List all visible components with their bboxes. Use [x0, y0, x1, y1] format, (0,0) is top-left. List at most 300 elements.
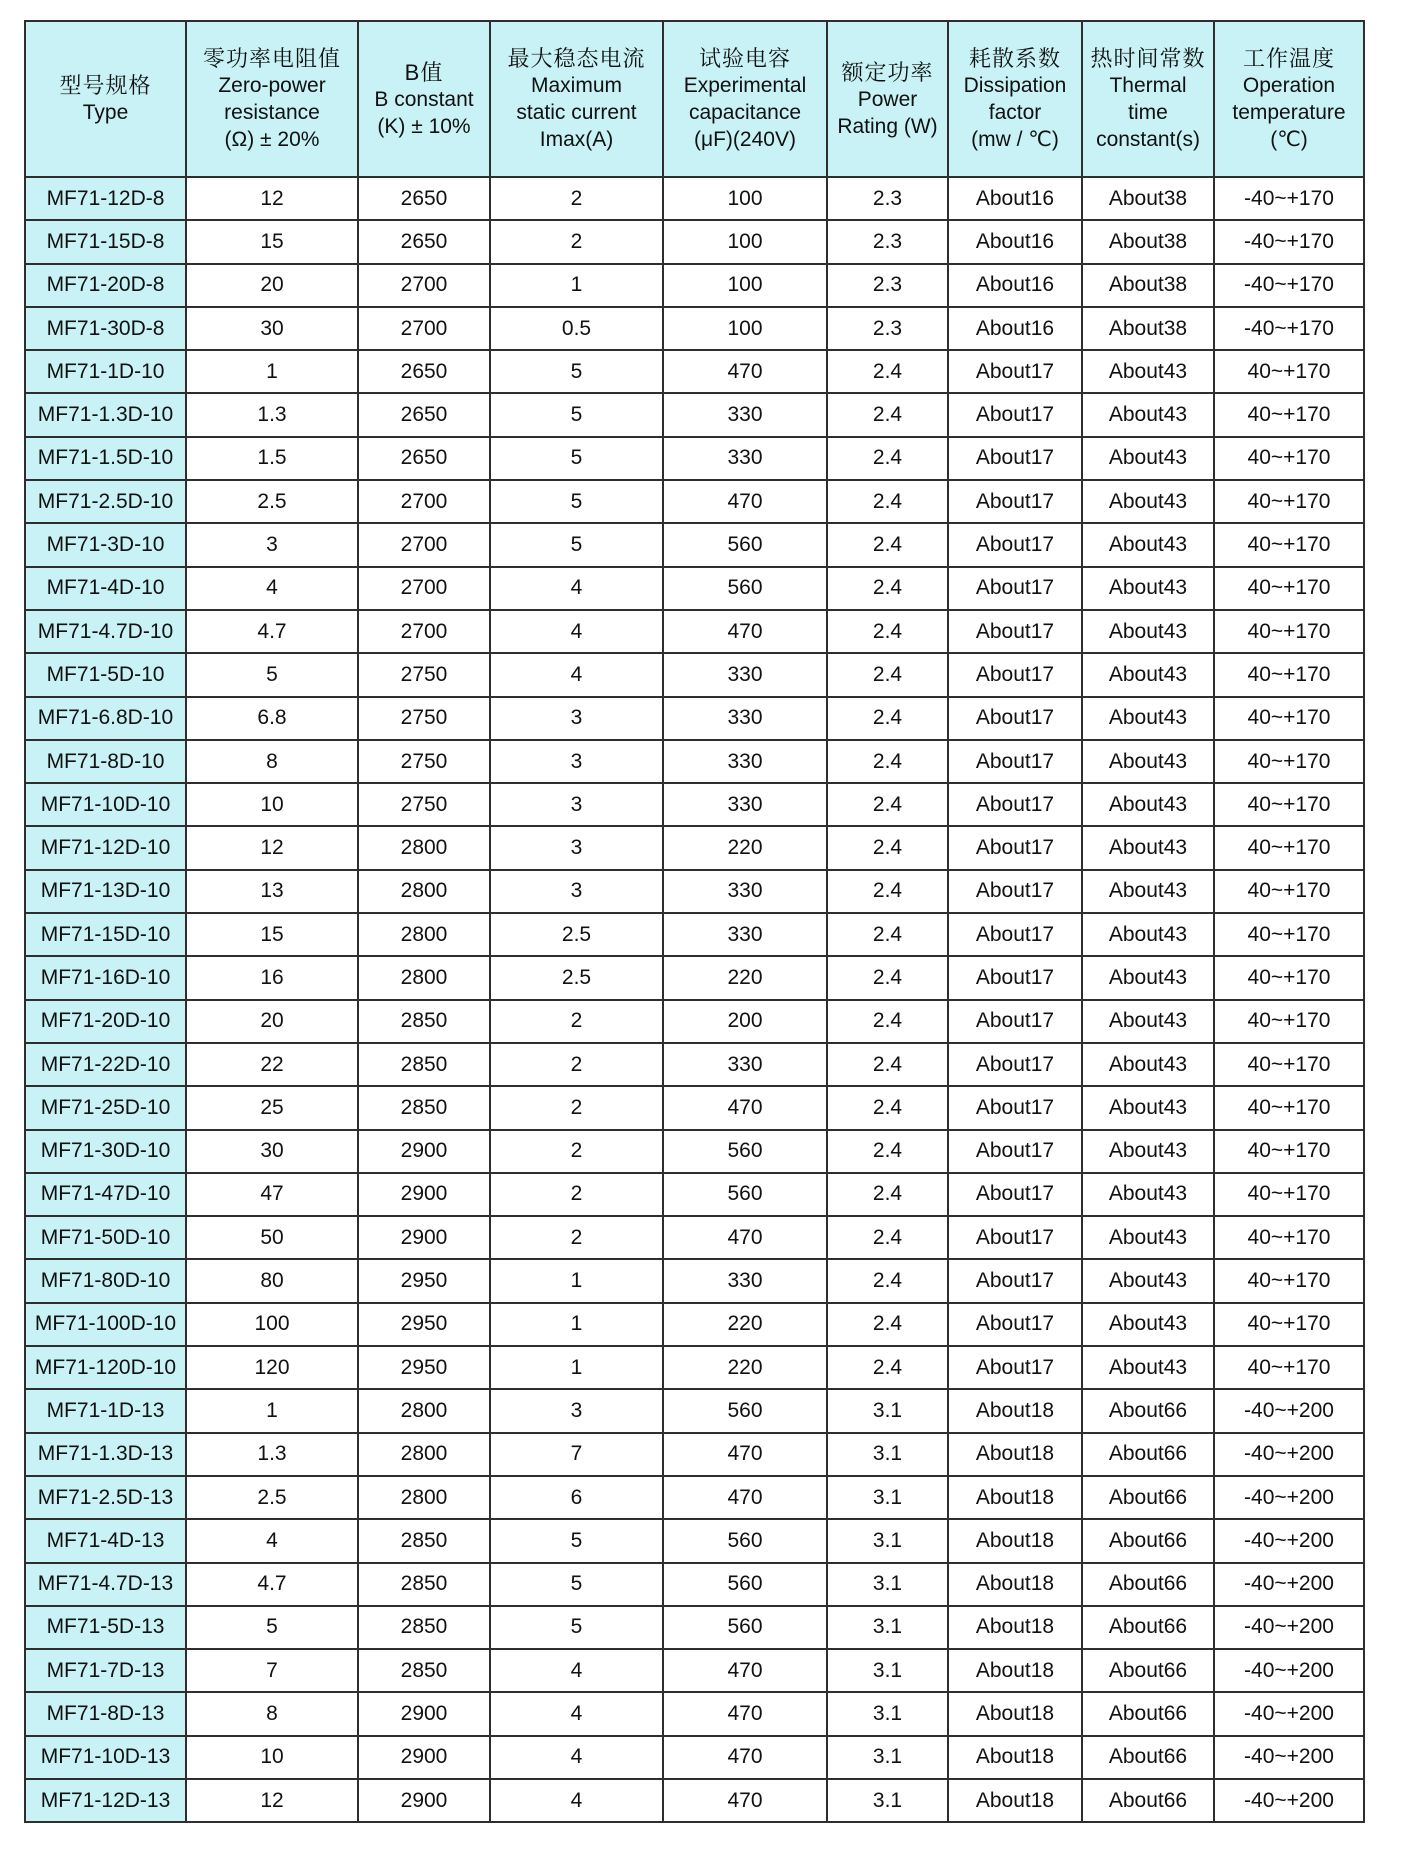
value-cell-thermal-time-constant: About43 [1082, 523, 1214, 566]
value-cell-thermal-time-constant: About43 [1082, 393, 1214, 436]
value-cell-thermal-time-constant: About38 [1082, 177, 1214, 220]
value-cell-power-rating: 2.4 [827, 870, 948, 913]
table-row [25, 826, 1364, 869]
value-cell-dissipation-factor: About17 [948, 870, 1082, 913]
value-cell-experimental-capacitance: 220 [663, 1346, 827, 1389]
value-cell-b-constant: 2800 [358, 956, 490, 999]
value-cell-dissipation-factor: About17 [948, 1259, 1082, 1302]
column-header-en-line: Power [857, 87, 918, 111]
type-cell: MF71-15D-10 [25, 913, 186, 956]
value-cell-power-rating: 2.3 [827, 177, 948, 220]
value-cell-zero-power-resistance: 1 [186, 350, 358, 393]
table-row [25, 220, 1364, 263]
value-cell-power-rating: 2.4 [827, 740, 948, 783]
value-cell-power-rating: 2.4 [827, 523, 948, 566]
value-cell-dissipation-factor: About17 [948, 610, 1082, 653]
value-cell-dissipation-factor: About18 [948, 1476, 1082, 1519]
column-header-en-line: (mw / ℃) [971, 128, 1059, 151]
column-header-en-line: constant(s) [1096, 128, 1200, 151]
value-cell-b-constant: 2800 [358, 1389, 490, 1432]
value-cell-max-static-current: 1 [490, 1303, 663, 1346]
column-header-en-line: (℃) [1270, 128, 1308, 151]
value-cell-operation-temperature: 40~+170 [1214, 1130, 1364, 1173]
table-row [25, 956, 1364, 999]
table-row [25, 783, 1364, 826]
value-cell-b-constant: 2650 [358, 220, 490, 263]
value-cell-power-rating: 3.1 [827, 1606, 948, 1649]
value-cell-experimental-capacitance: 470 [663, 1086, 827, 1129]
value-cell-thermal-time-constant: About43 [1082, 783, 1214, 826]
value-cell-dissipation-factor: About18 [948, 1389, 1082, 1432]
column-header-en-line: Type [82, 101, 129, 124]
value-cell-max-static-current: 2 [490, 1216, 663, 1259]
value-cell-max-static-current: 4 [490, 610, 663, 653]
value-cell-thermal-time-constant: About43 [1082, 350, 1214, 393]
value-cell-dissipation-factor: About16 [948, 264, 1082, 307]
value-cell-experimental-capacitance: 330 [663, 783, 827, 826]
type-cell: MF71-16D-10 [25, 956, 186, 999]
type-cell: MF71-8D-10 [25, 740, 186, 783]
value-cell-thermal-time-constant: About66 [1082, 1736, 1214, 1779]
value-cell-zero-power-resistance: 47 [186, 1173, 358, 1216]
value-cell-power-rating: 2.4 [827, 1043, 948, 1086]
type-cell: MF71-13D-10 [25, 870, 186, 913]
type-cell: MF71-1.5D-10 [25, 437, 186, 480]
value-cell-experimental-capacitance: 470 [663, 480, 827, 523]
column-header-en-line: factor [988, 101, 1042, 124]
value-cell-zero-power-resistance: 16 [186, 956, 358, 999]
column-header-en-line: (K) ± 10% [377, 114, 471, 138]
value-cell-zero-power-resistance: 8 [186, 1692, 358, 1735]
table-row [25, 697, 1364, 740]
value-cell-experimental-capacitance: 470 [663, 1779, 827, 1822]
value-cell-power-rating: 2.4 [827, 610, 948, 653]
value-cell-max-static-current: 2 [490, 220, 663, 263]
value-cell-thermal-time-constant: About66 [1082, 1563, 1214, 1606]
value-cell-b-constant: 2800 [358, 826, 490, 869]
value-cell-operation-temperature: -40~+200 [1214, 1736, 1364, 1779]
column-header-en-line: Rating (W) [837, 114, 938, 138]
value-cell-thermal-time-constant: About43 [1082, 1216, 1214, 1259]
value-cell-b-constant: 2650 [358, 437, 490, 480]
value-cell-operation-temperature: -40~+200 [1214, 1649, 1364, 1692]
value-cell-thermal-time-constant: About66 [1082, 1779, 1214, 1822]
type-cell: MF71-5D-10 [25, 653, 186, 696]
table-row [25, 1606, 1364, 1649]
value-cell-experimental-capacitance: 470 [663, 1216, 827, 1259]
column-header-zero-power-resistance [186, 21, 358, 177]
value-cell-dissipation-factor: About17 [948, 1303, 1082, 1346]
value-cell-power-rating: 2.4 [827, 826, 948, 869]
value-cell-max-static-current: 4 [490, 653, 663, 696]
value-cell-max-static-current: 4 [490, 1692, 663, 1735]
value-cell-b-constant: 2850 [358, 1000, 490, 1043]
value-cell-operation-temperature: -40~+200 [1214, 1779, 1364, 1822]
value-cell-max-static-current: 3 [490, 870, 663, 913]
value-cell-operation-temperature: 40~+170 [1214, 610, 1364, 653]
value-cell-b-constant: 2900 [358, 1173, 490, 1216]
value-cell-power-rating: 2.4 [827, 697, 948, 740]
value-cell-experimental-capacitance: 470 [663, 350, 827, 393]
value-cell-dissipation-factor: About18 [948, 1779, 1082, 1822]
value-cell-b-constant: 2800 [358, 870, 490, 913]
value-cell-experimental-capacitance: 330 [663, 653, 827, 696]
thermistor-spec-table [24, 20, 1365, 1823]
value-cell-b-constant: 2900 [358, 1692, 490, 1735]
value-cell-dissipation-factor: About17 [948, 1216, 1082, 1259]
type-cell: MF71-1D-13 [25, 1389, 186, 1432]
value-cell-b-constant: 2950 [358, 1346, 490, 1389]
table-row [25, 1259, 1364, 1302]
value-cell-max-static-current: 4 [490, 1736, 663, 1779]
value-cell-experimental-capacitance: 330 [663, 1259, 827, 1302]
value-cell-dissipation-factor: About17 [948, 523, 1082, 566]
value-cell-zero-power-resistance: 1 [186, 1389, 358, 1432]
column-header-en-line: B constant [374, 87, 474, 111]
value-cell-power-rating: 2.4 [827, 913, 948, 956]
value-cell-power-rating: 2.3 [827, 307, 948, 350]
value-cell-b-constant: 2750 [358, 653, 490, 696]
value-cell-zero-power-resistance: 20 [186, 1000, 358, 1043]
type-cell: MF71-80D-10 [25, 1259, 186, 1302]
value-cell-b-constant: 2850 [358, 1043, 490, 1086]
value-cell-thermal-time-constant: About43 [1082, 913, 1214, 956]
table-row [25, 1389, 1364, 1432]
value-cell-operation-temperature: 40~+170 [1214, 523, 1364, 566]
value-cell-operation-temperature: 40~+170 [1214, 1259, 1364, 1302]
value-cell-zero-power-resistance: 2.5 [186, 1476, 358, 1519]
value-cell-operation-temperature: 40~+170 [1214, 1000, 1364, 1043]
value-cell-zero-power-resistance: 4.7 [186, 610, 358, 653]
value-cell-power-rating: 3.1 [827, 1692, 948, 1735]
value-cell-operation-temperature: -40~+170 [1214, 220, 1364, 263]
value-cell-zero-power-resistance: 4 [186, 567, 358, 610]
type-cell: MF71-6.8D-10 [25, 697, 186, 740]
value-cell-power-rating: 3.1 [827, 1389, 948, 1432]
type-cell: MF71-15D-8 [25, 220, 186, 263]
value-cell-zero-power-resistance: 1.3 [186, 1433, 358, 1476]
value-cell-max-static-current: 5 [490, 393, 663, 436]
value-cell-dissipation-factor: About16 [948, 220, 1082, 263]
table-row [25, 437, 1364, 480]
type-cell: MF71-20D-10 [25, 1000, 186, 1043]
value-cell-b-constant: 2700 [358, 264, 490, 307]
value-cell-dissipation-factor: About16 [948, 177, 1082, 220]
value-cell-thermal-time-constant: About43 [1082, 610, 1214, 653]
table-row [25, 913, 1364, 956]
value-cell-operation-temperature: 40~+170 [1214, 1303, 1364, 1346]
table-row [25, 350, 1364, 393]
value-cell-experimental-capacitance: 470 [663, 1433, 827, 1476]
value-cell-power-rating: 3.1 [827, 1519, 948, 1562]
value-cell-max-static-current: 5 [490, 437, 663, 480]
column-header-en-line: Operation [1242, 74, 1336, 97]
value-cell-power-rating: 2.3 [827, 264, 948, 307]
column-header-en-line: resistance [224, 101, 320, 124]
type-cell: MF71-20D-8 [25, 264, 186, 307]
value-cell-experimental-capacitance: 330 [663, 1043, 827, 1086]
value-cell-power-rating: 2.4 [827, 1346, 948, 1389]
value-cell-b-constant: 2800 [358, 913, 490, 956]
value-cell-b-constant: 2900 [358, 1779, 490, 1822]
value-cell-experimental-capacitance: 100 [663, 307, 827, 350]
value-cell-zero-power-resistance: 12 [186, 177, 358, 220]
table-row [25, 307, 1364, 350]
value-cell-dissipation-factor: About16 [948, 307, 1082, 350]
value-cell-max-static-current: 3 [490, 783, 663, 826]
table-row [25, 177, 1364, 220]
value-cell-max-static-current: 2 [490, 1130, 663, 1173]
value-cell-power-rating: 2.4 [827, 1173, 948, 1216]
column-header-type [25, 21, 186, 177]
column-header-zh: 试验电容 [698, 46, 791, 71]
type-cell: MF71-50D-10 [25, 1216, 186, 1259]
value-cell-operation-temperature: -40~+200 [1214, 1563, 1364, 1606]
value-cell-operation-temperature: 40~+170 [1214, 653, 1364, 696]
value-cell-dissipation-factor: About17 [948, 913, 1082, 956]
column-header-en-line: Experimental [683, 74, 807, 97]
value-cell-max-static-current: 2.5 [490, 913, 663, 956]
type-cell: MF71-12D-13 [25, 1779, 186, 1822]
value-cell-thermal-time-constant: About43 [1082, 1173, 1214, 1216]
table-row [25, 610, 1364, 653]
value-cell-operation-temperature: -40~+200 [1214, 1433, 1364, 1476]
column-header-en-line: time [1128, 101, 1168, 124]
value-cell-zero-power-resistance: 5 [186, 653, 358, 696]
type-cell: MF71-4.7D-13 [25, 1563, 186, 1606]
value-cell-b-constant: 2650 [358, 393, 490, 436]
value-cell-zero-power-resistance: 6.8 [186, 697, 358, 740]
value-cell-operation-temperature: 40~+170 [1214, 697, 1364, 740]
value-cell-zero-power-resistance: 7 [186, 1649, 358, 1692]
value-cell-zero-power-resistance: 15 [186, 913, 358, 956]
value-cell-operation-temperature: 40~+170 [1214, 870, 1364, 913]
type-cell: MF71-25D-10 [25, 1086, 186, 1129]
type-cell: MF71-12D-8 [25, 177, 186, 220]
value-cell-zero-power-resistance: 8 [186, 740, 358, 783]
value-cell-dissipation-factor: About18 [948, 1736, 1082, 1779]
type-cell: MF71-3D-10 [25, 523, 186, 566]
value-cell-dissipation-factor: About18 [948, 1692, 1082, 1735]
column-header-en-line: Dissipation [963, 74, 1067, 97]
table-row [25, 1130, 1364, 1173]
value-cell-experimental-capacitance: 220 [663, 956, 827, 999]
column-header-zh: 耗散系数 [968, 46, 1061, 71]
value-cell-thermal-time-constant: About43 [1082, 956, 1214, 999]
value-cell-b-constant: 2750 [358, 740, 490, 783]
value-cell-power-rating: 3.1 [827, 1736, 948, 1779]
table-row [25, 1519, 1364, 1562]
value-cell-experimental-capacitance: 560 [663, 1563, 827, 1606]
table-body [25, 177, 1364, 1822]
value-cell-thermal-time-constant: About43 [1082, 1303, 1214, 1346]
column-header-en-line: temperature [1232, 101, 1346, 124]
value-cell-experimental-capacitance: 470 [663, 1692, 827, 1735]
column-header-power-rating [827, 21, 948, 177]
type-cell: MF71-12D-10 [25, 826, 186, 869]
value-cell-dissipation-factor: About18 [948, 1606, 1082, 1649]
value-cell-thermal-time-constant: About43 [1082, 1086, 1214, 1129]
value-cell-b-constant: 2700 [358, 610, 490, 653]
value-cell-thermal-time-constant: About43 [1082, 480, 1214, 523]
value-cell-power-rating: 2.4 [827, 956, 948, 999]
type-cell: MF71-4.7D-10 [25, 610, 186, 653]
value-cell-operation-temperature: 40~+170 [1214, 826, 1364, 869]
value-cell-b-constant: 2700 [358, 523, 490, 566]
value-cell-zero-power-resistance: 5 [186, 1606, 358, 1649]
value-cell-b-constant: 2850 [358, 1086, 490, 1129]
table-row [25, 1649, 1364, 1692]
type-cell: MF71-8D-13 [25, 1692, 186, 1735]
value-cell-thermal-time-constant: About43 [1082, 1346, 1214, 1389]
value-cell-power-rating: 3.1 [827, 1779, 948, 1822]
column-header-en-line: static current [516, 101, 637, 124]
value-cell-thermal-time-constant: About66 [1082, 1476, 1214, 1519]
value-cell-power-rating: 3.1 [827, 1476, 948, 1519]
value-cell-dissipation-factor: About17 [948, 480, 1082, 523]
value-cell-operation-temperature: 40~+170 [1214, 437, 1364, 480]
value-cell-operation-temperature: 40~+170 [1214, 350, 1364, 393]
value-cell-zero-power-resistance: 25 [186, 1086, 358, 1129]
value-cell-experimental-capacitance: 330 [663, 870, 827, 913]
value-cell-operation-temperature: 40~+170 [1214, 913, 1364, 956]
value-cell-experimental-capacitance: 330 [663, 437, 827, 480]
value-cell-zero-power-resistance: 13 [186, 870, 358, 913]
value-cell-experimental-capacitance: 470 [663, 1736, 827, 1779]
value-cell-b-constant: 2650 [358, 177, 490, 220]
value-cell-operation-temperature: -40~+200 [1214, 1692, 1364, 1735]
column-header-max-static-current [490, 21, 663, 177]
type-cell: MF71-7D-13 [25, 1649, 186, 1692]
value-cell-max-static-current: 3 [490, 697, 663, 740]
column-header-zh: B值 [404, 59, 444, 85]
table-row [25, 1173, 1364, 1216]
value-cell-power-rating: 2.4 [827, 393, 948, 436]
column-header-zh: 零功率电阻值 [202, 46, 341, 71]
value-cell-max-static-current: 3 [490, 1389, 663, 1432]
value-cell-max-static-current: 1 [490, 1346, 663, 1389]
value-cell-thermal-time-constant: About43 [1082, 740, 1214, 783]
value-cell-thermal-time-constant: About43 [1082, 1000, 1214, 1043]
value-cell-thermal-time-constant: About66 [1082, 1389, 1214, 1432]
table-row [25, 264, 1364, 307]
table-row [25, 1086, 1364, 1129]
value-cell-experimental-capacitance: 100 [663, 264, 827, 307]
value-cell-zero-power-resistance: 10 [186, 783, 358, 826]
value-cell-operation-temperature: -40~+170 [1214, 307, 1364, 350]
value-cell-b-constant: 2700 [358, 480, 490, 523]
value-cell-power-rating: 2.4 [827, 1303, 948, 1346]
column-header-en-line: Zero-power [218, 74, 326, 97]
value-cell-dissipation-factor: About17 [948, 740, 1082, 783]
value-cell-dissipation-factor: About17 [948, 1043, 1082, 1086]
type-cell: MF71-30D-8 [25, 307, 186, 350]
value-cell-max-static-current: 2 [490, 1043, 663, 1086]
value-cell-power-rating: 2.4 [827, 350, 948, 393]
value-cell-max-static-current: 4 [490, 1649, 663, 1692]
table-row [25, 567, 1364, 610]
value-cell-thermal-time-constant: About66 [1082, 1433, 1214, 1476]
type-cell: MF71-22D-10 [25, 1043, 186, 1086]
type-cell: MF71-100D-10 [25, 1303, 186, 1346]
value-cell-experimental-capacitance: 560 [663, 1130, 827, 1173]
column-header-zh: 型号规格 [59, 73, 152, 98]
value-cell-zero-power-resistance: 80 [186, 1259, 358, 1302]
value-cell-max-static-current: 7 [490, 1433, 663, 1476]
type-cell: MF71-2.5D-13 [25, 1476, 186, 1519]
table-row [25, 870, 1364, 913]
value-cell-power-rating: 2.4 [827, 1259, 948, 1302]
type-cell: MF71-4D-10 [25, 567, 186, 610]
value-cell-power-rating: 2.4 [827, 1216, 948, 1259]
value-cell-zero-power-resistance: 4 [186, 1519, 358, 1562]
column-header-zh: 工作温度 [1242, 46, 1335, 71]
value-cell-b-constant: 2800 [358, 1476, 490, 1519]
value-cell-dissipation-factor: About17 [948, 1086, 1082, 1129]
value-cell-max-static-current: 5 [490, 523, 663, 566]
value-cell-dissipation-factor: About17 [948, 697, 1082, 740]
table-row [25, 523, 1364, 566]
value-cell-operation-temperature: 40~+170 [1214, 1173, 1364, 1216]
value-cell-operation-temperature: -40~+200 [1214, 1606, 1364, 1649]
type-cell: MF71-2.5D-10 [25, 480, 186, 523]
table-row [25, 1563, 1364, 1606]
value-cell-zero-power-resistance: 4.7 [186, 1563, 358, 1606]
value-cell-zero-power-resistance: 50 [186, 1216, 358, 1259]
value-cell-zero-power-resistance: 1.5 [186, 437, 358, 480]
type-cell: MF71-30D-10 [25, 1130, 186, 1173]
value-cell-max-static-current: 5 [490, 350, 663, 393]
value-cell-zero-power-resistance: 12 [186, 1779, 358, 1822]
column-header-zh: 热时间常数 [1090, 46, 1206, 71]
value-cell-operation-temperature: -40~+200 [1214, 1476, 1364, 1519]
value-cell-experimental-capacitance: 100 [663, 177, 827, 220]
value-cell-thermal-time-constant: About38 [1082, 264, 1214, 307]
value-cell-max-static-current: 2 [490, 1000, 663, 1043]
value-cell-b-constant: 2700 [358, 307, 490, 350]
value-cell-max-static-current: 5 [490, 1519, 663, 1562]
value-cell-power-rating: 2.3 [827, 220, 948, 263]
value-cell-zero-power-resistance: 120 [186, 1346, 358, 1389]
value-cell-b-constant: 2700 [358, 567, 490, 610]
value-cell-experimental-capacitance: 470 [663, 1476, 827, 1519]
value-cell-operation-temperature: 40~+170 [1214, 567, 1364, 610]
header-row [25, 21, 1364, 177]
value-cell-experimental-capacitance: 560 [663, 1606, 827, 1649]
value-cell-max-static-current: 2 [490, 1086, 663, 1129]
table-row [25, 393, 1364, 436]
value-cell-max-static-current: 3 [490, 826, 663, 869]
value-cell-experimental-capacitance: 470 [663, 1649, 827, 1692]
value-cell-zero-power-resistance: 2.5 [186, 480, 358, 523]
value-cell-experimental-capacitance: 220 [663, 1303, 827, 1346]
value-cell-dissipation-factor: About17 [948, 567, 1082, 610]
table-row [25, 1692, 1364, 1735]
value-cell-dissipation-factor: About17 [948, 437, 1082, 480]
value-cell-operation-temperature: 40~+170 [1214, 1043, 1364, 1086]
value-cell-dissipation-factor: About17 [948, 1000, 1082, 1043]
value-cell-zero-power-resistance: 22 [186, 1043, 358, 1086]
value-cell-power-rating: 2.4 [827, 1086, 948, 1129]
column-header-zh: 额定功率 [841, 59, 934, 85]
column-header-en-line: (Ω) ± 20% [224, 128, 320, 151]
value-cell-power-rating: 3.1 [827, 1563, 948, 1606]
value-cell-power-rating: 2.4 [827, 1130, 948, 1173]
value-cell-zero-power-resistance: 30 [186, 1130, 358, 1173]
value-cell-b-constant: 2900 [358, 1130, 490, 1173]
value-cell-power-rating: 3.1 [827, 1649, 948, 1692]
column-header-operation-temperature [1214, 21, 1364, 177]
